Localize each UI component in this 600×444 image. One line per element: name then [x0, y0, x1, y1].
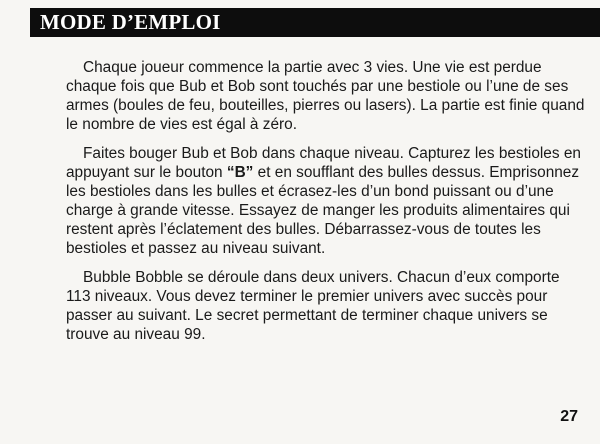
paragraph-universes: Bubble Bobble se déroule dans deux univers. Chacun d’eux comporte 113 niveaux. Vous devez terminer le premier univers avec succès pour passer au suivant. Le secret permettant de terminer chaque univers se trouve au niveau 99.: [66, 269, 560, 343]
page-number: 27: [560, 408, 578, 425]
instructions-body: [66, 58, 586, 354]
paragraph-gameplay: [66, 144, 586, 258]
paragraph-gameplay-start: Faites bouger Bub et Bob dans chaque niveau. Capturez les bestioles en appuyant sur le bouton: [66, 145, 581, 181]
section-header-bar: [30, 8, 600, 37]
section-title: MODE D’EMPLOI: [40, 10, 221, 34]
paragraph-lives: Chaque joueur commence la partie avec 3 vies. Une vie est perdue chaque fois que Bub et Bob sont touchés par une bestiole ou l’une de ses armes (boules de feu, bouteilles, pierres ou lasers). La partie est finie quand le nombre de vies est égal à zéro.: [66, 59, 585, 133]
paragraph-gameplay-end: et en soufflant des bulles dessus. Emprisonnez les bestioles dans les bulles et écrasez-les d’un bond puissant ou d’une charge à grande vitesse. Essayez de manger les produits alimentaires qui restent après l’éclatement des bulles. Débarrassez-vous de toutes les bestioles et passez au niveau suivant.: [66, 164, 580, 257]
button-b-label: “B”: [226, 164, 254, 181]
